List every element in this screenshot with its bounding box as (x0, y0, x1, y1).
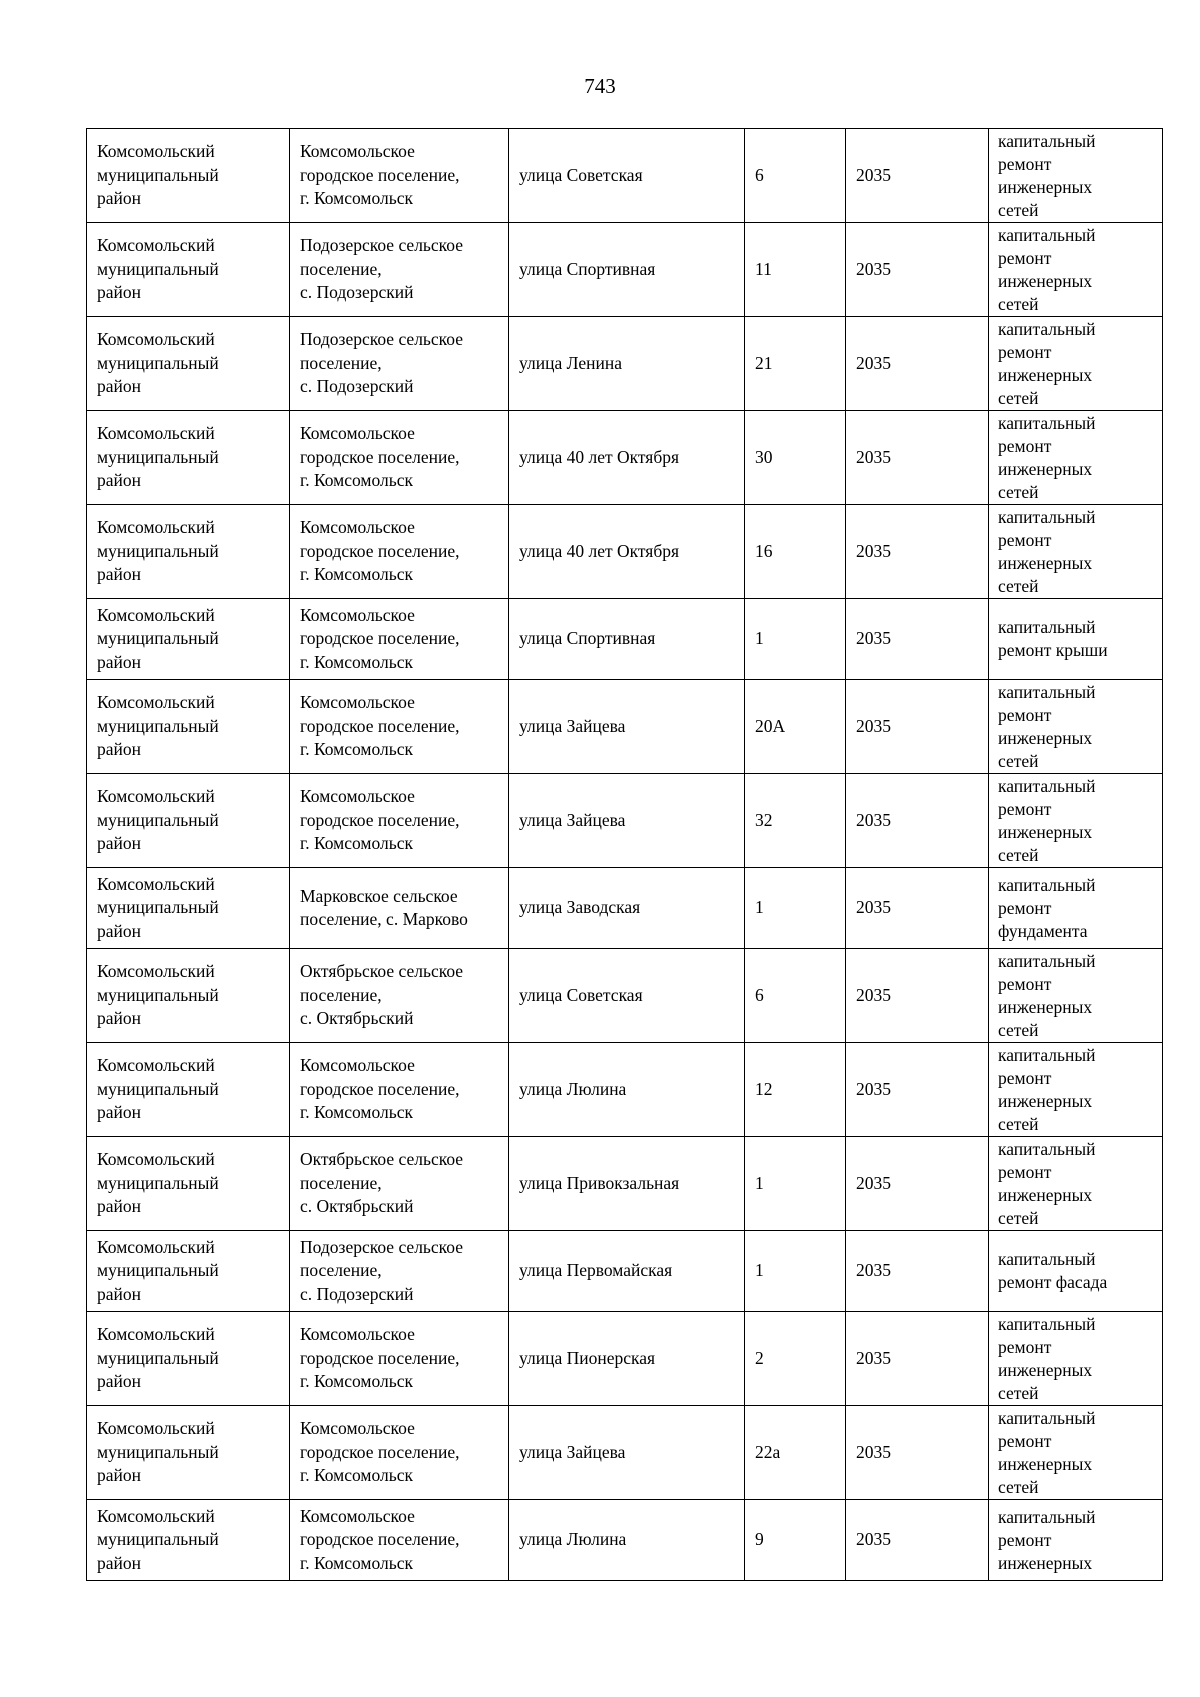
work-type-cell: капитальный ремонт инженерных сетей (989, 129, 1163, 223)
settlement-cell: Комсомольское городское поселение, г. Комсомольск (290, 1500, 509, 1581)
street-cell: улица Спортивная (509, 223, 745, 317)
year-cell: 2035 (846, 129, 989, 223)
settlement-cell: Комсомольское городское поселение, г. Комсомольск (290, 129, 509, 223)
table-row (87, 949, 1163, 1043)
work-type-cell: капитальный ремонт инженерных сетей (989, 223, 1163, 317)
work-type-cell: капитальный ремонт инженерных сетей (989, 949, 1163, 1043)
district-cell: Комсомольский муниципальный район (87, 774, 290, 868)
street-cell: улица Ленина (509, 317, 745, 411)
table-row (87, 1043, 1163, 1137)
street-cell: улица Люлина (509, 1043, 745, 1137)
work-type-cell: капитальный ремонт инженерных сетей (989, 1312, 1163, 1406)
table-row (87, 680, 1163, 774)
work-type-cell: капитальный ремонт инженерных сетей (989, 1043, 1163, 1137)
district-cell: Комсомольский муниципальный район (87, 411, 290, 505)
settlement-cell: Комсомольское городское поселение, г. Комсомольск (290, 411, 509, 505)
year-cell: 2035 (846, 317, 989, 411)
year-cell: 2035 (846, 868, 989, 949)
table-row (87, 599, 1163, 680)
district-cell: Комсомольский муниципальный район (87, 1137, 290, 1231)
street-cell: улица Советская (509, 949, 745, 1043)
street-cell: улица 40 лет Октября (509, 411, 745, 505)
district-cell: Комсомольский муниципальный район (87, 1312, 290, 1406)
year-cell: 2035 (846, 1406, 989, 1500)
work-type-cell: капитальный ремонт инженерных сетей (989, 1406, 1163, 1500)
street-cell: улица Зайцева (509, 774, 745, 868)
house-cell: 1 (745, 868, 846, 949)
settlement-cell: Комсомольское городское поселение, г. Комсомольск (290, 774, 509, 868)
settlement-cell: Комсомольское городское поселение, г. Комсомольск (290, 1043, 509, 1137)
table-row (87, 1231, 1163, 1312)
work-type-cell: капитальный ремонт инженерных сетей (989, 317, 1163, 411)
settlement-cell: Подозерское сельское поселение, с. Подозерский (290, 1231, 509, 1312)
work-type-cell: капитальный ремонт инженерных сетей (989, 411, 1163, 505)
work-type-cell: капитальный ремонт инженерных сетей (989, 1137, 1163, 1231)
year-cell: 2035 (846, 949, 989, 1043)
house-cell: 2 (745, 1312, 846, 1406)
year-cell: 2035 (846, 1500, 989, 1581)
registry-table-body (87, 129, 1163, 1581)
year-cell: 2035 (846, 1231, 989, 1312)
house-cell: 20А (745, 680, 846, 774)
street-cell: улица Зайцева (509, 680, 745, 774)
table-row (87, 1406, 1163, 1500)
district-cell: Комсомольский муниципальный район (87, 1043, 290, 1137)
district-cell: Комсомольский муниципальный район (87, 680, 290, 774)
street-cell: улица Привокзальная (509, 1137, 745, 1231)
settlement-cell: Комсомольское городское поселение, г. Комсомольск (290, 599, 509, 680)
year-cell: 2035 (846, 223, 989, 317)
district-cell: Комсомольский муниципальный район (87, 868, 290, 949)
house-cell: 30 (745, 411, 846, 505)
work-type-cell: капитальный ремонт крыши (989, 599, 1163, 680)
page-number: 743 (584, 74, 616, 98)
district-cell: Комсомольский муниципальный район (87, 1500, 290, 1581)
work-type-cell: капитальный ремонт фасада (989, 1231, 1163, 1312)
year-cell: 2035 (846, 599, 989, 680)
settlement-cell: Комсомольское городское поселение, г. Комсомольск (290, 1312, 509, 1406)
house-cell: 16 (745, 505, 846, 599)
table-row (87, 1312, 1163, 1406)
work-type-cell: капитальный ремонт инженерных (989, 1500, 1163, 1581)
settlement-cell: Марковское сельское поселение, с. Марково (290, 868, 509, 949)
settlement-cell: Подозерское сельское поселение, с. Подозерский (290, 223, 509, 317)
house-cell: 11 (745, 223, 846, 317)
house-cell: 21 (745, 317, 846, 411)
house-cell: 32 (745, 774, 846, 868)
table-row (87, 411, 1163, 505)
table-row (87, 868, 1163, 949)
settlement-cell: Октябрьское сельское поселение, с. Октябрьский (290, 949, 509, 1043)
house-cell: 6 (745, 129, 846, 223)
work-type-cell: капитальный ремонт инженерных сетей (989, 680, 1163, 774)
table-row (87, 1137, 1163, 1231)
house-cell: 9 (745, 1500, 846, 1581)
settlement-cell: Подозерское сельское поселение, с. Подозерский (290, 317, 509, 411)
table-row (87, 317, 1163, 411)
year-cell: 2035 (846, 1137, 989, 1231)
street-cell: улица Зайцева (509, 1406, 745, 1500)
year-cell: 2035 (846, 1043, 989, 1137)
house-cell: 1 (745, 599, 846, 680)
settlement-cell: Комсомольское городское поселение, г. Комсомольск (290, 1406, 509, 1500)
district-cell: Комсомольский муниципальный район (87, 1406, 290, 1500)
table-row (87, 1500, 1163, 1581)
year-cell: 2035 (846, 505, 989, 599)
house-cell: 1 (745, 1231, 846, 1312)
street-cell: улица Заводская (509, 868, 745, 949)
year-cell: 2035 (846, 680, 989, 774)
district-cell: Комсомольский муниципальный район (87, 317, 290, 411)
house-cell: 12 (745, 1043, 846, 1137)
street-cell: улица Пионерская (509, 1312, 745, 1406)
house-cell: 1 (745, 1137, 846, 1231)
street-cell: улица Спортивная (509, 599, 745, 680)
district-cell: Комсомольский муниципальный район (87, 1231, 290, 1312)
work-type-cell: капитальный ремонт инженерных сетей (989, 774, 1163, 868)
street-cell: улица 40 лет Октября (509, 505, 745, 599)
district-cell: Комсомольский муниципальный район (87, 223, 290, 317)
settlement-cell: Октябрьское сельское поселение, с. Октябрьский (290, 1137, 509, 1231)
district-cell: Комсомольский муниципальный район (87, 129, 290, 223)
year-cell: 2035 (846, 411, 989, 505)
table-row (87, 129, 1163, 223)
table-row (87, 505, 1163, 599)
district-cell: Комсомольский муниципальный район (87, 949, 290, 1043)
registry-table (86, 128, 1163, 1581)
settlement-cell: Комсомольское городское поселение, г. Комсомольск (290, 680, 509, 774)
year-cell: 2035 (846, 1312, 989, 1406)
table-row (87, 223, 1163, 317)
district-cell: Комсомольский муниципальный район (87, 599, 290, 680)
house-cell: 6 (745, 949, 846, 1043)
settlement-cell: Комсомольское городское поселение, г. Комсомольск (290, 505, 509, 599)
street-cell: улица Первомайская (509, 1231, 745, 1312)
work-type-cell: капитальный ремонт фундамента (989, 868, 1163, 949)
district-cell: Комсомольский муниципальный район (87, 505, 290, 599)
house-cell: 22а (745, 1406, 846, 1500)
street-cell: улица Люлина (509, 1500, 745, 1581)
table-row (87, 774, 1163, 868)
year-cell: 2035 (846, 774, 989, 868)
work-type-cell: капитальный ремонт инженерных сетей (989, 505, 1163, 599)
street-cell: улица Советская (509, 129, 745, 223)
